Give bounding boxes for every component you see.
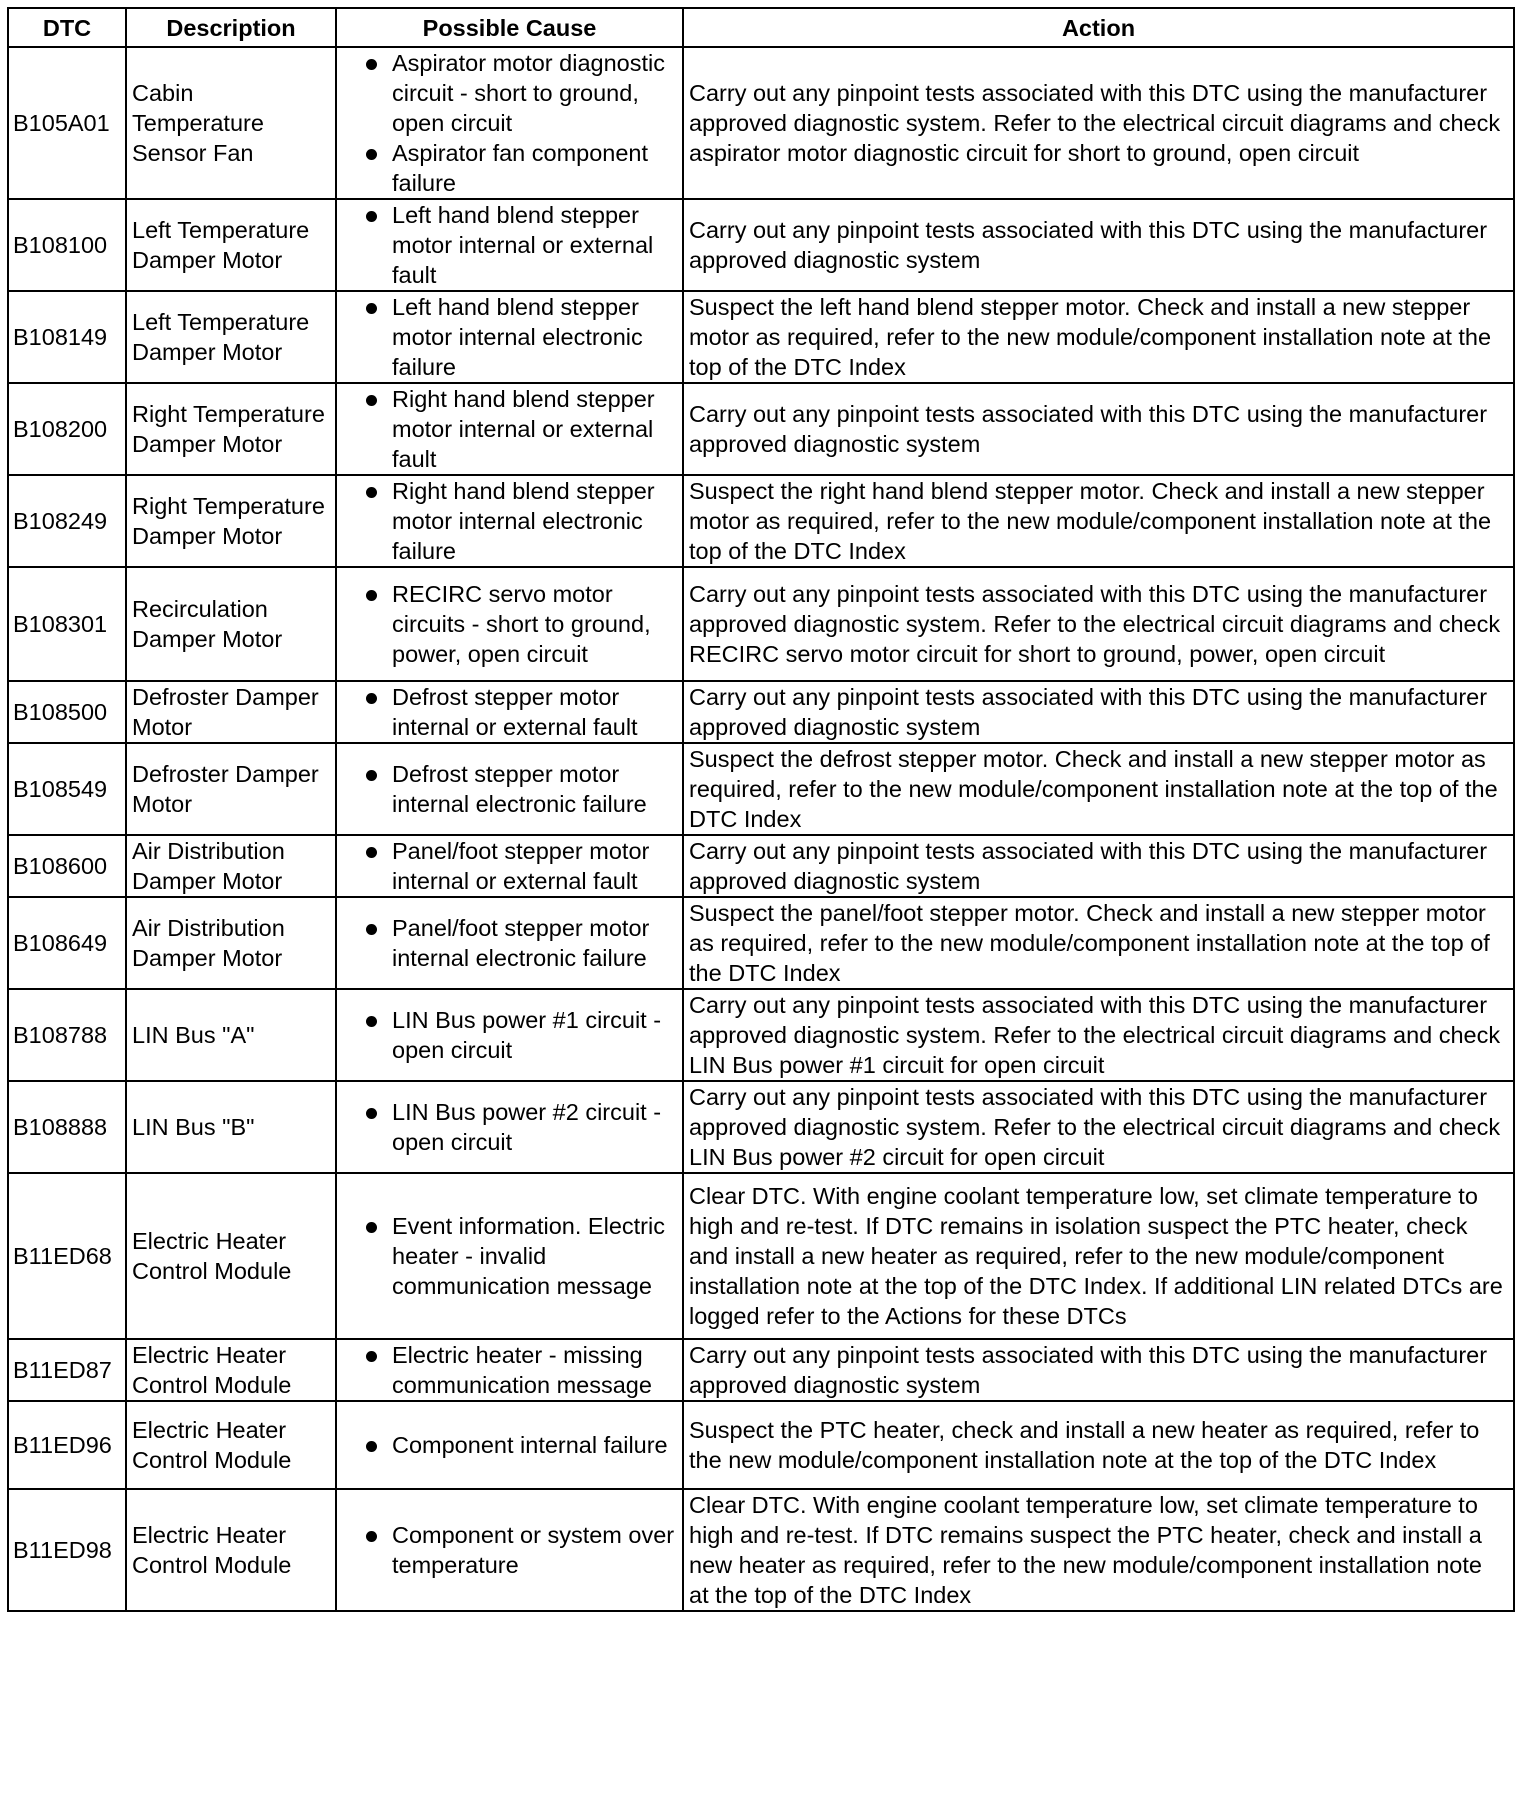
dtc-code-cell: B108549 <box>8 743 126 835</box>
cause-text: Component or system over temperature <box>392 1522 675 1578</box>
dtc-code-cell: B105A01 <box>8 47 126 199</box>
description-cell: Air Distribution Damper Motor <box>126 897 336 989</box>
description-cell: Left Temperature Damper Motor <box>126 199 336 291</box>
dtc-code-cell: B108888 <box>8 1081 126 1173</box>
bullet-icon <box>366 59 377 70</box>
table-body <box>8 47 1514 1611</box>
description-cell: Cabin Temperature Sensor Fan <box>126 47 336 199</box>
bullet-icon <box>366 1222 377 1233</box>
action-cell: Suspect the left hand blend stepper motor. Check and install a new stepper motor as required, refer to the new module/component installation note at the top of the DTC Index <box>683 291 1514 383</box>
action-cell: Carry out any pinpoint tests associated with this DTC using the manufacturer approved diagnostic system. Refer to the electrical circuit diagrams and check LIN Bus power #2 circuit for open circuit <box>683 1081 1514 1173</box>
cause-list <box>342 1211 677 1301</box>
dtc-code-cell: B108200 <box>8 383 126 475</box>
possible-cause-cell <box>336 1489 683 1611</box>
bullet-icon <box>366 924 377 935</box>
table-row <box>8 291 1514 383</box>
bullet-icon <box>366 1016 377 1027</box>
cause-text: Aspirator motor diagnostic circuit - short to ground, open circuit <box>392 50 665 136</box>
cause-list-item <box>342 1211 677 1301</box>
cause-list-item <box>342 200 677 290</box>
table-row <box>8 1401 1514 1489</box>
table-row <box>8 1339 1514 1401</box>
cause-list-item <box>342 138 677 198</box>
dtc-table <box>7 7 1515 1612</box>
action-cell: Carry out any pinpoint tests associated with this DTC using the manufacturer approved diagnostic system. Refer to the electrical circuit diagrams and check aspirator motor diagnostic circuit for short to ground, open circuit <box>683 47 1514 199</box>
cause-text: RECIRC servo motor circuits - short to ground, power, open circuit <box>392 581 651 667</box>
cause-list-item <box>342 1340 677 1400</box>
cause-text: LIN Bus power #1 circuit - open circuit <box>392 1007 662 1063</box>
cause-list-item <box>342 1097 677 1157</box>
cause-text: Event information. Electric heater - invalid communication message <box>392 1213 665 1299</box>
bullet-icon <box>366 847 377 858</box>
possible-cause-cell <box>336 291 683 383</box>
dtc-code-cell: B108500 <box>8 681 126 743</box>
description-cell: Electric Heater Control Module <box>126 1173 336 1339</box>
bullet-icon <box>366 693 377 704</box>
table-row <box>8 681 1514 743</box>
bullet-icon <box>366 149 377 160</box>
possible-cause-cell <box>336 897 683 989</box>
cause-list <box>342 384 677 474</box>
cause-list <box>342 476 677 566</box>
cause-list <box>342 1340 677 1400</box>
table-header-row <box>8 8 1514 47</box>
description-cell: LIN Bus "A" <box>126 989 336 1081</box>
possible-cause-cell <box>336 743 683 835</box>
table-row <box>8 567 1514 681</box>
action-cell: Carry out any pinpoint tests associated with this DTC using the manufacturer approved diagnostic system <box>683 383 1514 475</box>
header-dtc: DTC <box>8 8 126 47</box>
description-cell: Electric Heater Control Module <box>126 1339 336 1401</box>
bullet-icon <box>366 1441 377 1452</box>
possible-cause-cell <box>336 1339 683 1401</box>
bullet-icon <box>366 1531 377 1542</box>
dtc-code-cell: B11ED98 <box>8 1489 126 1611</box>
cause-list <box>342 913 677 973</box>
action-cell: Suspect the defrost stepper motor. Check and install a new stepper motor as required, refer to the new module/component installation note at the top of the DTC Index <box>683 743 1514 835</box>
cause-list <box>342 759 677 819</box>
bullet-icon <box>366 770 377 781</box>
dtc-code-cell: B108149 <box>8 291 126 383</box>
description-cell: Left Temperature Damper Motor <box>126 291 336 383</box>
cause-text: Right hand blend stepper motor internal or external fault <box>392 386 655 472</box>
possible-cause-cell <box>336 199 683 291</box>
header-description: Description <box>126 8 336 47</box>
cause-list-item <box>342 48 677 138</box>
dtc-code-cell: B108600 <box>8 835 126 897</box>
cause-list <box>342 682 677 742</box>
table-row <box>8 989 1514 1081</box>
dtc-code-cell: B108249 <box>8 475 126 567</box>
cause-text: Defrost stepper motor internal or external fault <box>392 684 638 740</box>
cause-text: Panel/foot stepper motor internal electronic failure <box>392 915 650 971</box>
cause-text: Left hand blend stepper motor internal electronic failure <box>392 294 643 380</box>
cause-list <box>342 200 677 290</box>
action-cell: Suspect the panel/foot stepper motor. Check and install a new stepper motor as required, refer to the new module/component installation note at the top of the DTC Index <box>683 897 1514 989</box>
cause-list <box>342 292 677 382</box>
cause-list-item <box>342 1005 677 1065</box>
possible-cause-cell <box>336 1401 683 1489</box>
description-cell: Electric Heater Control Module <box>126 1401 336 1489</box>
bullet-icon <box>366 590 377 601</box>
cause-list-item <box>342 759 677 819</box>
cause-text: Right hand blend stepper motor internal electronic failure <box>392 478 655 564</box>
dtc-code-cell: B11ED87 <box>8 1339 126 1401</box>
description-cell: Defroster Damper Motor <box>126 743 336 835</box>
possible-cause-cell <box>336 383 683 475</box>
possible-cause-cell <box>336 47 683 199</box>
table-row <box>8 1489 1514 1611</box>
cause-text: Electric heater - missing communication message <box>392 1342 652 1398</box>
possible-cause-cell <box>336 989 683 1081</box>
description-cell: Electric Heater Control Module <box>126 1489 336 1611</box>
bullet-icon <box>366 211 377 222</box>
table-row <box>8 743 1514 835</box>
table-row <box>8 1081 1514 1173</box>
table-row <box>8 199 1514 291</box>
dtc-code-cell: B108100 <box>8 199 126 291</box>
action-cell: Carry out any pinpoint tests associated with this DTC using the manufacturer approved diagnostic system <box>683 1339 1514 1401</box>
possible-cause-cell <box>336 1081 683 1173</box>
cause-list-item <box>342 292 677 382</box>
action-cell: Carry out any pinpoint tests associated with this DTC using the manufacturer approved diagnostic system <box>683 681 1514 743</box>
action-cell: Clear DTC. With engine coolant temperature low, set climate temperature to high and re-test. If DTC remains in isolation suspect the PTC heater, check and install a new heater as required, refer to the new module/component installation note at the top of the DTC Index. If additional LIN related DTCs are logged refer to the Actions for these DTCs <box>683 1173 1514 1339</box>
action-cell: Carry out any pinpoint tests associated with this DTC using the manufacturer approved diagnostic system <box>683 835 1514 897</box>
cause-list <box>342 1005 677 1065</box>
possible-cause-cell <box>336 475 683 567</box>
description-cell: Right Temperature Damper Motor <box>126 475 336 567</box>
cause-list-item <box>342 836 677 896</box>
cause-list-item <box>342 1430 677 1460</box>
possible-cause-cell <box>336 567 683 681</box>
dtc-code-cell: B108788 <box>8 989 126 1081</box>
table-row <box>8 47 1514 199</box>
bullet-icon <box>366 1108 377 1119</box>
bullet-icon <box>366 1351 377 1362</box>
cause-list-item <box>342 476 677 566</box>
bullet-icon <box>366 487 377 498</box>
cause-list-item <box>342 384 677 474</box>
cause-text: Panel/foot stepper motor internal or external fault <box>392 838 650 894</box>
cause-text: Aspirator fan component failure <box>392 140 649 196</box>
cause-list-item <box>342 579 677 669</box>
cause-list <box>342 48 677 198</box>
cause-text: Component internal failure <box>392 1432 668 1458</box>
description-cell: LIN Bus "B" <box>126 1081 336 1173</box>
possible-cause-cell <box>336 681 683 743</box>
table-row <box>8 383 1514 475</box>
dtc-code-cell: B108301 <box>8 567 126 681</box>
dtc-code-cell: B108649 <box>8 897 126 989</box>
bullet-icon <box>366 303 377 314</box>
action-cell: Suspect the right hand blend stepper motor. Check and install a new stepper motor as required, refer to the new module/component installation note at the top of the DTC Index <box>683 475 1514 567</box>
table-row <box>8 897 1514 989</box>
dtc-code-cell: B11ED68 <box>8 1173 126 1339</box>
action-cell: Suspect the PTC heater, check and install a new heater as required, refer to the new module/component installation note at the top of the DTC Index <box>683 1401 1514 1489</box>
table-row <box>8 835 1514 897</box>
cause-list-item <box>342 1520 677 1580</box>
action-cell: Carry out any pinpoint tests associated with this DTC using the manufacturer approved diagnostic system. Refer to the electrical circuit diagrams and check RECIRC servo motor circuit for short to ground, power, open circuit <box>683 567 1514 681</box>
cause-list-item <box>342 913 677 973</box>
cause-list <box>342 1430 677 1460</box>
description-cell: Defroster Damper Motor <box>126 681 336 743</box>
cause-list <box>342 1520 677 1580</box>
action-cell: Clear DTC. With engine coolant temperature low, set climate temperature to high and re-test. If DTC remains suspect the PTC heater, check and install a new heater as required, refer to the new module/component installation note at the top of the DTC Index <box>683 1489 1514 1611</box>
dtc-code-cell: B11ED96 <box>8 1401 126 1489</box>
description-cell: Recirculation Damper Motor <box>126 567 336 681</box>
description-cell: Right Temperature Damper Motor <box>126 383 336 475</box>
cause-list <box>342 836 677 896</box>
cause-text: LIN Bus power #2 circuit - open circuit <box>392 1099 662 1155</box>
possible-cause-cell <box>336 835 683 897</box>
header-possible-cause: Possible Cause <box>336 8 683 47</box>
cause-list-item <box>342 682 677 742</box>
cause-list <box>342 579 677 669</box>
action-cell: Carry out any pinpoint tests associated with this DTC using the manufacturer approved diagnostic system. Refer to the electrical circuit diagrams and check LIN Bus power #1 circuit for open circuit <box>683 989 1514 1081</box>
cause-list <box>342 1097 677 1157</box>
table-row <box>8 1173 1514 1339</box>
possible-cause-cell <box>336 1173 683 1339</box>
cause-text: Left hand blend stepper motor internal or external fault <box>392 202 654 288</box>
action-cell: Carry out any pinpoint tests associated with this DTC using the manufacturer approved diagnostic system <box>683 199 1514 291</box>
header-action: Action <box>683 8 1514 47</box>
cause-text: Defrost stepper motor internal electronic failure <box>392 761 647 817</box>
table-row <box>8 475 1514 567</box>
bullet-icon <box>366 395 377 406</box>
description-cell: Air Distribution Damper Motor <box>126 835 336 897</box>
